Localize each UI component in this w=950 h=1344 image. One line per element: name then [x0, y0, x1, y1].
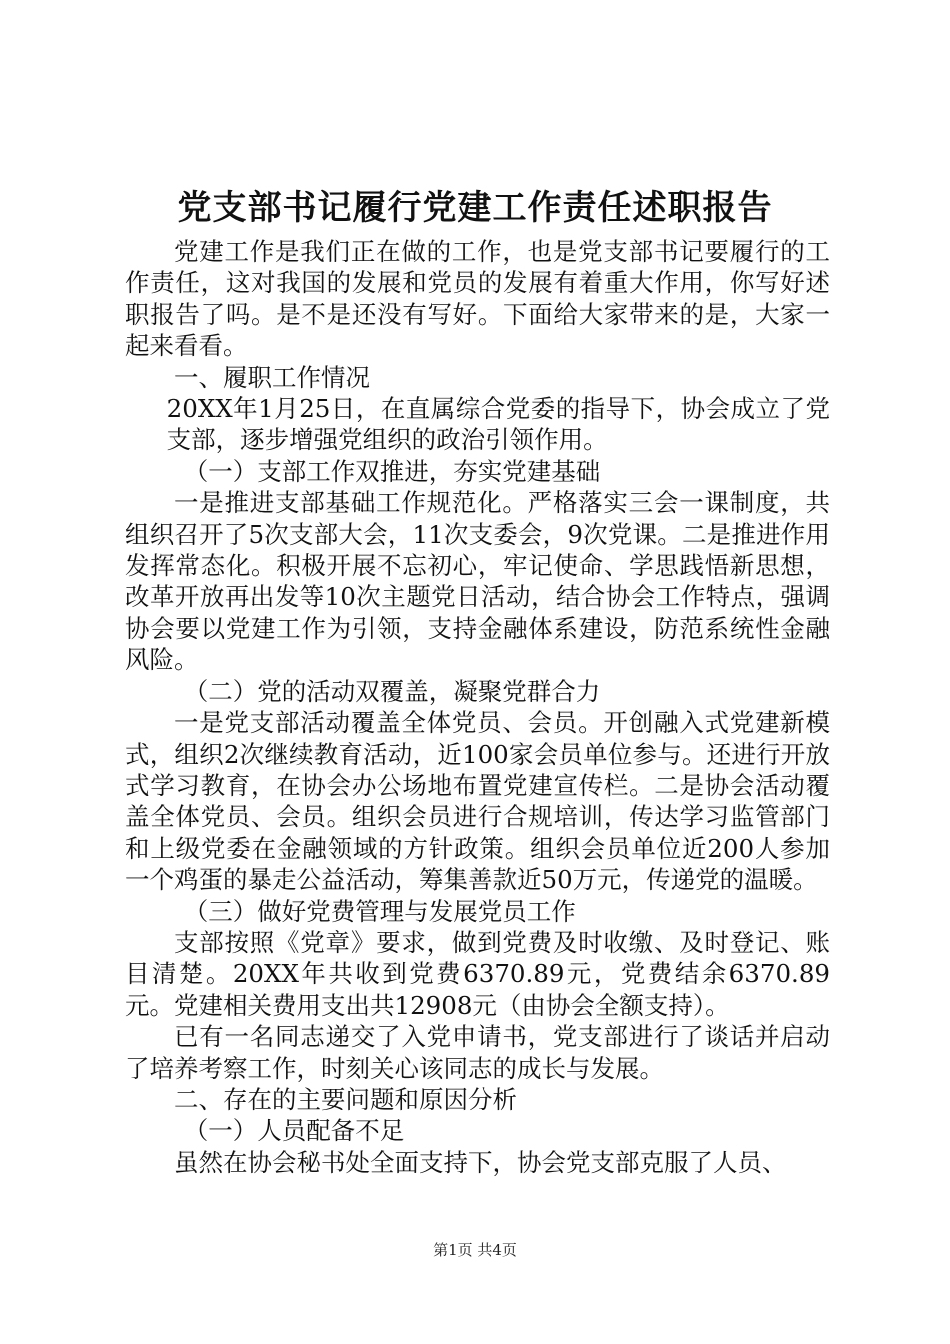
paragraph-activities: 一是党支部活动覆盖全体党员、会员。开创融入式党建新模式，组织2次继续教育活动，近100家会员单位参与。还进行开放式学习教育，在协会办公场地布置党建宣传栏。二是协会活动覆盖全体党员、会员。组织会员进行合规培训，传达学习监管部门和上级党委在金融领域的方针政策。组织会员单位近200人参加一个鸡蛋的暴走公益活动，筹集善款近50万元，传递党的温暖。 — [125, 708, 830, 895]
paragraph-party-fees: 支部按照《党章》要求，做到党费及时收缴、及时登记、账目清楚。20XX年共收到党费6370.89元，党费结余6370.89元。党建相关费用支出共12908元（由协会全额支持）。 — [125, 927, 830, 1020]
subsection-heading-1: （一）支部工作双推进，夯实党建基础 — [183, 456, 601, 486]
paragraph-branch-work: 一是推进支部基础工作规范化。严格落实三会一课制度，共组织召开了5次支部大会，11次支委会，9次党课。二是推进作用发挥常态化。积极开展不忘初心，牢记使命、学思践悟新思想，改革开放再出发等10次主题党日活动，结合协会工作特点，强调协会要以党建工作为引领，支持金融体系建设，防范系统性金融风险。 — [125, 488, 830, 675]
document-title: 党支部书记履行党建工作责任述职报告 — [177, 188, 773, 228]
subsection-heading-3: （三）做好党费管理与发展党员工作 — [183, 896, 576, 926]
section-heading-1: 一、履职工作情况 — [174, 362, 370, 392]
document-body — [125, 236, 830, 1178]
section-heading-2: 二、存在的主要问题和原因分析 — [174, 1084, 517, 1114]
paragraph-membership: 已有一名同志递交了入党申请书，党支部进行了谈话并启动了培养考察工作，时刻关心该同志的成长与发展。 — [125, 1022, 830, 1083]
subsection-heading-2: （二）党的活动双覆盖，凝聚党群合力 — [183, 676, 601, 706]
page-number-footer: 第1页 共4页 — [433, 1241, 517, 1259]
intro-paragraph: 党建工作是我们正在做的工作，也是党支部书记要履行的工作责任，这对我国的发展和党员的发展有着重大作用，你写好述职报告了吗。是不是还没有写好。下面给大家带来的是，大家一起来看看。 — [125, 237, 830, 361]
paragraph-staffing: 虽然在协会秘书处全面支持下，协会党支部克服了人员、 — [174, 1147, 787, 1177]
subsection-heading-staffing: （一）人员配备不足 — [183, 1116, 405, 1146]
paragraph-establishment: 20XX年1月25日，在直属综合党委的指导下，协会成立了党支部，逐步增强党组织的政治引领作用。 — [166, 394, 830, 455]
